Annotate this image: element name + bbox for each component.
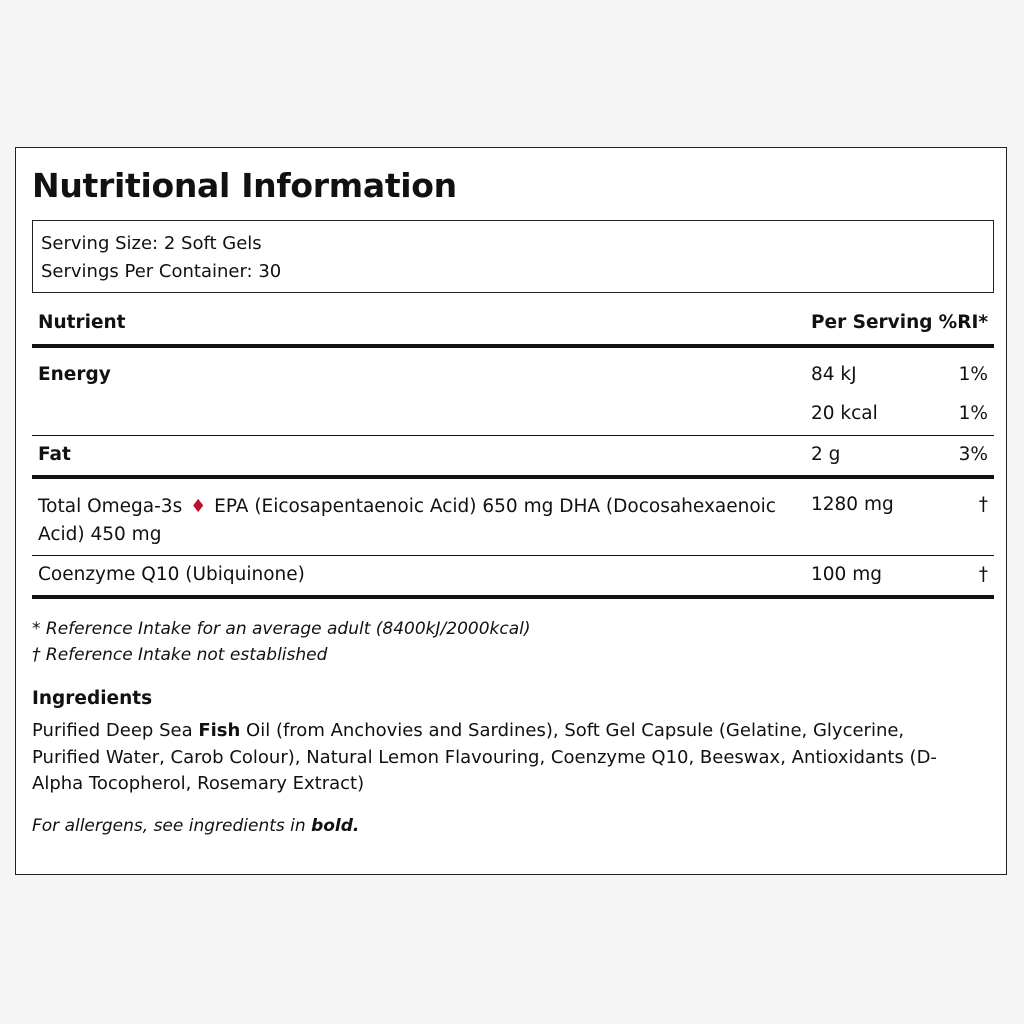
ri-header: %RI* [938, 312, 988, 333]
fat-amount: 2 g [811, 444, 841, 465]
serving-info-box [32, 220, 994, 293]
ingredients-text-start: Purified Deep Sea [32, 720, 199, 741]
servings-per-container: Servings Per Container: 30 [41, 261, 282, 282]
coq10-amount: 100 mg [811, 564, 882, 585]
energy-kcal-ri: 1% [958, 403, 988, 424]
page-title: Nutritional Information [32, 166, 457, 205]
serving-size: Serving Size: 2 Soft Gels [41, 233, 262, 254]
energy-kcal: 20 kcal [811, 403, 878, 424]
fat-ri: 3% [958, 444, 988, 465]
allergen-note [32, 816, 359, 836]
ingredients-text [32, 718, 972, 798]
diamond-icon: ♦ [190, 496, 207, 517]
omega-name-after: EPA (Eicosapentaenoic Acid) 650 mg DHA (Docosahexaenoic Acid) 450 mg [38, 496, 776, 545]
energy-label: Energy [38, 364, 111, 385]
energy-kj-ri: 1% [958, 364, 988, 385]
fat-divider [32, 475, 994, 479]
energy-kj: 84 kJ [811, 364, 857, 385]
fat-label: Fat [38, 444, 71, 465]
coq10-ri: † [978, 564, 988, 585]
coq10-label: Coenzyme Q10 (Ubiquinone) [38, 564, 305, 585]
header-divider [32, 344, 994, 348]
energy-divider [32, 435, 994, 436]
dagger-footnote: † Reference Intake not established [32, 645, 328, 665]
omega-label [38, 493, 798, 549]
ingredients-heading: Ingredients [32, 688, 153, 709]
allergen-fish: Fish [198, 720, 241, 741]
table-bottom-divider [32, 595, 994, 599]
nutrition-panel [15, 147, 1007, 875]
per-serving-header: Per Serving [811, 312, 933, 333]
allergen-note-text: For allergens, see ingredients in [32, 816, 312, 836]
allergen-note-bold: bold. [311, 816, 360, 836]
omega-divider [32, 555, 994, 556]
ingredients-text-rest: Oil (from Anchovies and Sardines), Soft Gel Capsule (Gelatine, Glycerine, Purified Water, Carob Colour), Natural Lemon Flavouring, Coenzyme Q10, Beeswax, Antioxidants (D-Alpha Tocopherol, Rosemary Extract) [32, 720, 937, 794]
omega-name-before: Total Omega-3s [38, 496, 183, 517]
omega-ri: † [978, 494, 988, 515]
ri-footnote: * Reference Intake for an average adult (8400kJ/2000kcal) [32, 619, 531, 639]
nutrient-header: Nutrient [38, 312, 126, 333]
omega-amount: 1280 mg [811, 494, 894, 515]
